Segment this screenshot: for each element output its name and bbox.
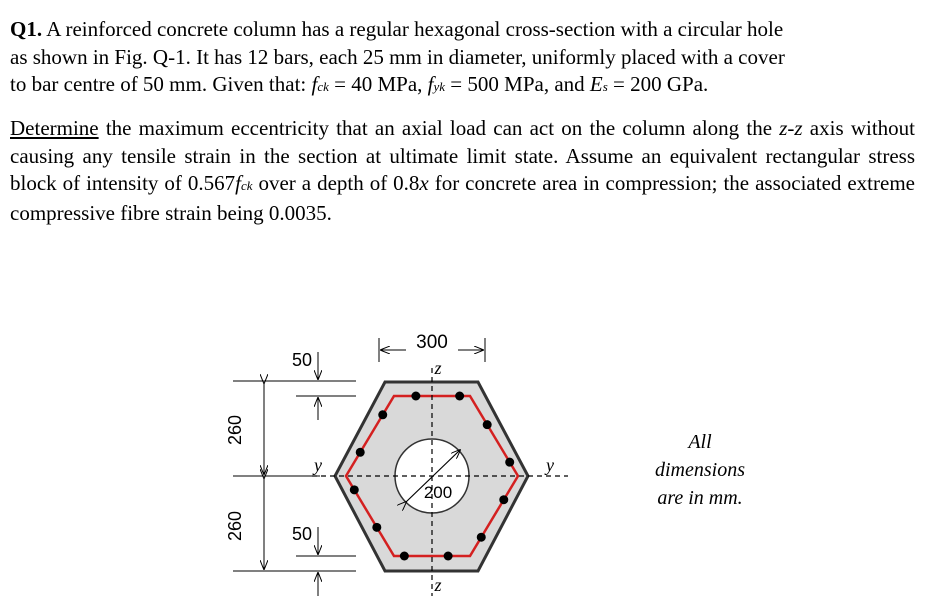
rebar xyxy=(356,448,365,457)
question-paragraph-1: Q1. A reinforced concrete column has a regular hexagonal cross-section with a circular hole as shown in Fig. Q-1. It has 12 bars, each 25 mm in diameter, uniformly placed with a cover to bar centre of 50 mm. Given that: fck = 40 MPa, fyk = 500 MPa, and Es = 200 GPa. xyxy=(10,17,785,97)
cover-bottom-label: 50 xyxy=(291,524,313,544)
rebar xyxy=(350,485,359,494)
rebar xyxy=(411,392,420,401)
hole-diameter-label: 200 xyxy=(423,483,453,502)
rebar xyxy=(505,458,514,467)
question-number: Q1. xyxy=(10,17,43,41)
rebar xyxy=(483,420,492,429)
question-paragraph-2: Determine the maximum eccentricity that an axial load can act on the column along the z-z axis without causing any tensile strain in the section at ultimate limit state. Assume an equivalent rectangular stress block of intensity of 0.567fck over a depth of 0.8x for concrete area in compression; the associated extreme compressive fibre strain being 0.0035. xyxy=(10,116,915,225)
upper-half-dimension-label: 260 xyxy=(225,414,245,446)
rebar xyxy=(400,552,409,561)
lower-half-dimension-label: 260 xyxy=(225,510,245,542)
rebar xyxy=(444,552,453,561)
column-cross-section-figure xyxy=(0,300,620,600)
y-axis-label-right: y xyxy=(546,455,554,475)
z-axis-label-bottom: z xyxy=(434,575,442,595)
rebar xyxy=(372,523,381,532)
z-axis-label-top: z xyxy=(434,358,442,378)
cover-top-label: 50 xyxy=(291,350,313,370)
rebar xyxy=(499,495,508,504)
units-note: All dimensions are in mm. xyxy=(655,431,745,509)
determine-keyword: Determine xyxy=(10,116,99,140)
top-dimension-label: 300 xyxy=(416,332,448,353)
y-axis-label-left: y xyxy=(314,455,322,475)
rebar xyxy=(455,392,464,401)
rebar xyxy=(477,533,486,542)
rebar xyxy=(378,410,387,419)
